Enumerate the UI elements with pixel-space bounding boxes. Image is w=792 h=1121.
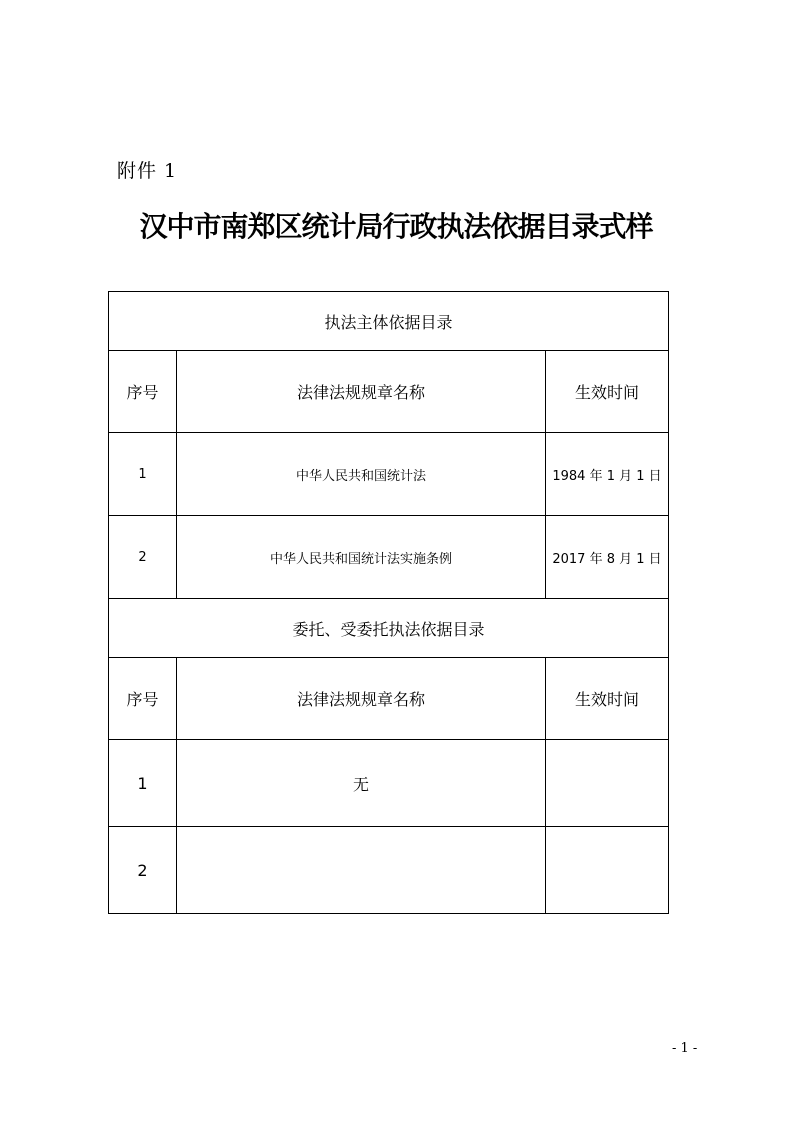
cell-seq: 2	[109, 516, 177, 599]
table-row	[109, 516, 669, 599]
table-row	[109, 433, 669, 516]
cell-effective-date	[546, 740, 669, 827]
cell-seq: 1	[109, 433, 177, 516]
table-row	[109, 827, 669, 914]
column-header-seq: 序号	[109, 351, 177, 433]
cell-seq: 1	[109, 740, 177, 827]
cell-effective-date: 2017 年 8 月 1 日	[546, 516, 669, 599]
cell-effective-date	[546, 827, 669, 914]
attachment-label: 附件 1	[117, 160, 178, 182]
section-heading-delegated: 委托、受委托执法依据目录	[109, 599, 669, 658]
section-heading-main-body: 执法主体依据目录	[109, 292, 669, 351]
enforcement-basis-table	[108, 291, 669, 914]
section-heading-row	[109, 599, 669, 658]
table-row	[109, 740, 669, 827]
cell-law-name: 无	[177, 740, 546, 827]
cell-effective-date: 1984 年 1 月 1 日	[546, 433, 669, 516]
column-header-date: 生效时间	[546, 658, 669, 740]
page-number: - 1 -	[672, 1041, 698, 1056]
cell-law-name	[177, 827, 546, 914]
cell-law-name: 中华人民共和国统计法实施条例	[177, 516, 546, 599]
column-header-row	[109, 658, 669, 740]
column-header-seq: 序号	[109, 658, 177, 740]
column-header-name: 法律法规规章名称	[177, 658, 546, 740]
column-header-date: 生效时间	[546, 351, 669, 433]
cell-law-name: 中华人民共和国统计法	[177, 433, 546, 516]
column-header-row	[109, 351, 669, 433]
document-title: 汉中市南郑区统计局行政执法依据目录式样	[139, 210, 653, 243]
section-heading-row	[109, 292, 669, 351]
cell-seq: 2	[109, 827, 177, 914]
column-header-name: 法律法规规章名称	[177, 351, 546, 433]
